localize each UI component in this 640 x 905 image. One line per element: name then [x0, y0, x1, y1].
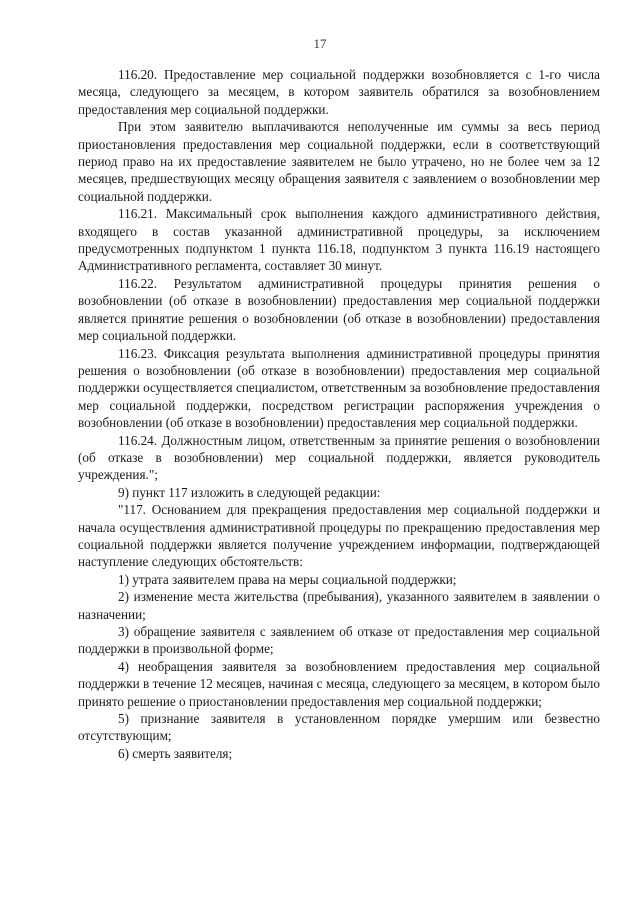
paragraph-item-9: 9) пункт 117 изложить в следующей редакции: [118, 484, 381, 500]
page-number: 17 [313, 36, 327, 51]
list-item-5: 5) признание заявителя в установленном порядке умершим или безвестно отсутствующим; [78, 711, 600, 744]
paragraph-117: "117. Основанием для прекращения предоставления мер социальной поддержки и начала осуществления административной процедуры по прекращению предоставления мер социальной поддержки является получение учреждением информации, подтверждающей наступление следующих обстоятельств: [78, 502, 600, 570]
paragraph-116-24: 116.24. Должностным лицом, ответственным за принятие решения о возобновлении (об отказе в возобновлении) мер социальной поддержки, является руководитель учреждения."; [78, 432, 600, 483]
paragraph-116-23: 116.23. Фиксация результата выполнения административной процедуры принятия решения о возобновлении (об отказе в возобновлении) предоставления мер социальной поддержки осуществляется специалистом, ответственным за возобновление предоставления мер социальной поддержки, посредством регистрации распоряжения учреждения о возобновлении (об отказе в возобновлении) предоставления мер социальной поддержки. [78, 345, 600, 431]
paragraph-116-20: 116.20. Предоставление мер социальной поддержки возобновляется с 1-го числа месяца, следующего за месяцем, в котором заявитель обратился за возобновлением предоставления мер социальной поддержки. [78, 67, 600, 117]
list-item-4: 4) необращения заявителя за возобновлением предоставления мер социальной поддержки в течение 12 месяцев, начиная с месяца, следующего за месяцем, в котором было принято решение о приостановлении предоставления мер социальной поддержки; [78, 658, 600, 709]
paragraph-116-21: 116.21. Максимальный срок выполнения каждого административного действия, входящего в состав указанной административной процедуры, за исключением предусмотренных подпунктом 1 пункта 116.18, подпунктом 3 пункта 116.19 настоящего Административного регламента, составляет 30 минут. [78, 206, 600, 274]
document-body [78, 66, 600, 762]
list-item-2: 2) изменение места жительства (пребывания), указанного заявителем в заявлении о назначении; [78, 589, 600, 622]
list-item-6: 6) смерть заявителя; [118, 745, 233, 761]
paragraph-payment-note: При этом заявителю выплачиваются неполученные им суммы за весь период приостановления предоставления мер социальной поддержки, если в соответствующий период право на их предоставление заявителем не было утрачено, но не более чем за 12 месяцев, предшествующих месяцу обращения заявителя с заявлением о возобновлении мер социальной поддержки. [78, 119, 600, 204]
list-item-3: 3) обращение заявителя с заявлением об отказе от предоставления мер социальной поддержки в произвольной форме; [78, 624, 600, 657]
list-item-1: 1) утрата заявителем права на меры социальной поддержки; [118, 571, 457, 587]
paragraph-116-22: 116.22. Результатом административной процедуры принятия решения о возобновлении (об отказе в возобновлении) предоставления мер социальной поддержки является принятие решения о возобновлении (об отказе в возобновлении) предоставления мер социальной поддержки. [78, 275, 600, 344]
